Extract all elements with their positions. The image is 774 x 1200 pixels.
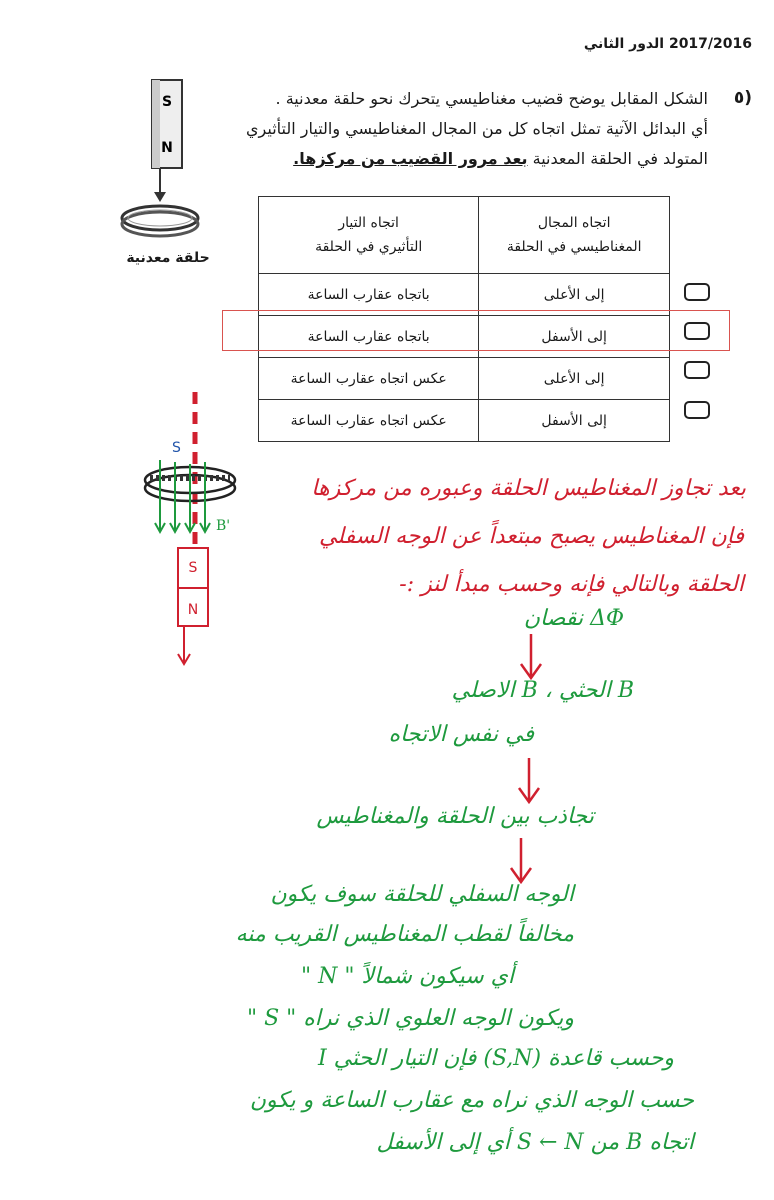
header-field-line1: اتجاه المجال bbox=[537, 215, 611, 231]
question-line-3-start: المتولد في الحلقة المعدنية bbox=[527, 149, 708, 168]
field-cell: إلى الأسفل bbox=[479, 400, 670, 442]
header-field-line2: المغناطيسي في الحلقة bbox=[506, 239, 642, 255]
header-field bbox=[479, 197, 670, 274]
note-green-4g: اتجاه B من S ← N أي إلى الأسفل bbox=[376, 1130, 694, 1155]
table-row bbox=[259, 358, 670, 400]
note-red-3: الحلقة وبالتالي فإنه وحسب مبدأ لنز :- bbox=[399, 572, 744, 597]
note-green-2a: B الحثي ، B الاصلي bbox=[451, 678, 634, 703]
header-current-line2: التأثيري في الحلقة bbox=[315, 239, 423, 255]
question-line-3 bbox=[238, 144, 708, 174]
note-green-4c: أي سيكون شمالاً " N " bbox=[301, 964, 514, 989]
field-cell: إلى الأسفل bbox=[479, 316, 670, 358]
header-current-line1: اتجاه التيار bbox=[338, 215, 399, 231]
question-number: ٥) bbox=[733, 88, 752, 108]
header-current bbox=[259, 197, 479, 274]
note-green-2b: في نفس الاتجاه bbox=[388, 722, 534, 747]
magnet-ring-diagram bbox=[110, 78, 230, 278]
note-green-4f: حسب الوجه الذي نراه مع عقارب الساعة و يكون bbox=[249, 1088, 694, 1113]
note-green-1: ΔΦ نقصان bbox=[523, 606, 624, 631]
sketch-magnet-s: S bbox=[188, 560, 198, 576]
question-line-1: الشكل المقابل يوضح قضيب مغناطيسي يتحرك نحو حلقة معدنية . bbox=[275, 89, 708, 108]
field-b-label: B' bbox=[216, 518, 231, 534]
current-cell: عكس اتجاه عقارب الساعة bbox=[259, 400, 479, 442]
question-emphasis: بعد مرور القضيب من مركزها. bbox=[293, 149, 528, 168]
field-cell: إلى الأعلى bbox=[479, 358, 670, 400]
down-arrow-icon bbox=[516, 632, 546, 680]
note-green-4b: مخالفاً لقطب المغناطيس القريب منه bbox=[235, 922, 574, 947]
magnet-pole-s: S bbox=[161, 94, 173, 110]
ring-label: حلقة معدنية bbox=[126, 250, 210, 266]
note-red-2: فإن المغناطيس يصبح مبتعداً عن الوجه السفلي bbox=[318, 524, 744, 549]
note-red-1: بعد تجاوز المغناطيس الحلقة وعبوره من مركزها bbox=[311, 476, 746, 501]
note-green-4e: وحسب قاعدة (S,N) فإن التيار الحثي I bbox=[317, 1046, 674, 1071]
handwritten-sketch bbox=[120, 380, 260, 680]
magnet-pole-n: N bbox=[161, 140, 173, 156]
exam-header: 2017/2016 الدور الثاني bbox=[583, 36, 752, 52]
option-a-checkbox[interactable] bbox=[684, 283, 710, 301]
option-d-checkbox[interactable] bbox=[684, 401, 710, 419]
question-text bbox=[238, 84, 708, 174]
note-green-3: تجاذب بين الحلقة والمغناطيس bbox=[316, 804, 594, 829]
note-green-4d: ويكون الوجه العلوي الذي نراه " S " bbox=[246, 1006, 574, 1031]
question-line-2: أي البدائل الآتية تمثل اتجاه كل من المجال المغناطيسي والتيار التأثيري bbox=[246, 119, 708, 138]
ring-pole-s-label: S bbox=[172, 440, 181, 456]
field-cell: إلى الأعلى bbox=[479, 274, 670, 316]
sketch-magnet-n: N bbox=[187, 602, 199, 618]
current-cell: عكس اتجاه عقارب الساعة bbox=[259, 358, 479, 400]
sketch-motion-arrow bbox=[178, 626, 190, 664]
table-row bbox=[259, 400, 670, 442]
selected-answer-highlight bbox=[222, 310, 730, 351]
current-cell: باتجاه عقارب الساعة bbox=[259, 274, 479, 316]
down-arrow-icon bbox=[514, 756, 544, 804]
current-cell: باتجاه عقارب الساعة bbox=[259, 316, 479, 358]
table-header-row bbox=[259, 197, 670, 274]
down-arrow-icon bbox=[506, 836, 536, 884]
note-green-4a: الوجه السفلي للحلقة سوف يكون bbox=[270, 882, 574, 907]
option-c-checkbox[interactable] bbox=[684, 361, 710, 379]
